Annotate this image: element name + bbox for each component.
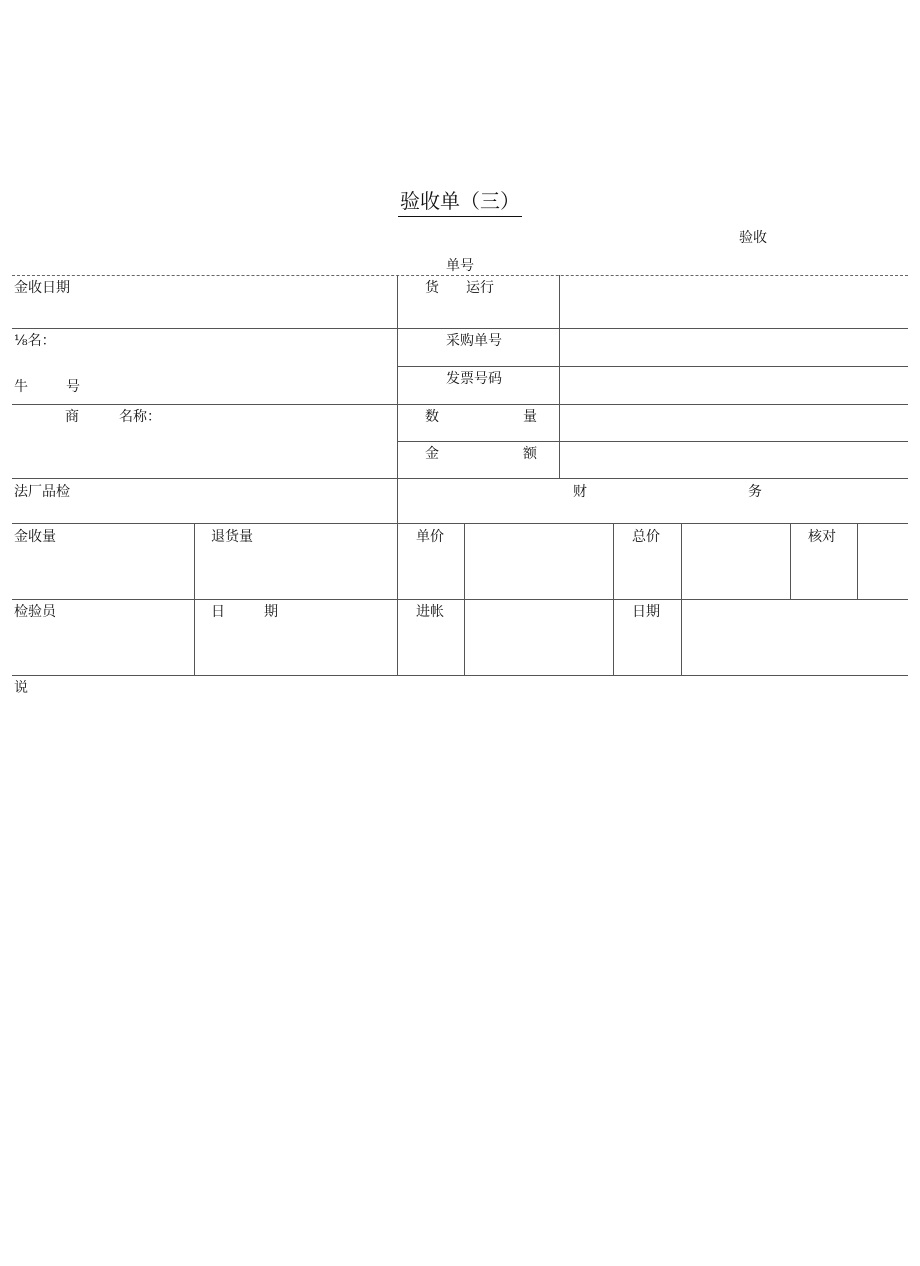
row-divider-3 — [12, 478, 908, 479]
receipt-label: 验收 — [739, 230, 767, 246]
part-no-prefix: 牛 — [14, 379, 28, 395]
received-qty-label: 金收量 — [14, 529, 56, 545]
unit-price-label: 单价 — [416, 529, 444, 545]
finance-label-a: 财 — [573, 484, 587, 500]
col-divider-value — [559, 275, 560, 478]
item-name-label: ⅛名： — [14, 333, 56, 349]
row-divider-5 — [12, 599, 908, 600]
returned-qty-label: 退货量 — [211, 529, 253, 545]
col-divider-main — [397, 275, 398, 675]
quantity-label-b: 量 — [523, 409, 537, 425]
col-divider-f — [857, 523, 858, 599]
posting-label: 进帐 — [416, 604, 444, 620]
row-divider-1b — [397, 366, 908, 367]
date-label-a: 日 — [211, 604, 225, 620]
col-divider-b — [464, 523, 465, 675]
page-title — [0, 187, 920, 217]
purchase-order-label: 采购单号 — [446, 333, 502, 349]
row-divider-4 — [12, 523, 908, 524]
shipping-carrier-label: 运行 — [466, 280, 494, 296]
inspector-label: 检验员 — [14, 604, 56, 620]
factory-inspection-label: 法厂品检 — [14, 484, 70, 500]
row-divider-2 — [12, 404, 908, 405]
vendor-name-label: 名称： — [119, 409, 161, 425]
table-bottom-border — [12, 675, 908, 676]
remarks-label: 说 — [14, 680, 28, 696]
amount-label-a: 金 — [425, 446, 439, 462]
vendor-prefix: 商 — [65, 409, 79, 425]
col-divider-c — [613, 523, 614, 675]
receipt-date-label: 金收日期 — [14, 280, 70, 296]
invoice-no-label: 发票号码 — [446, 371, 502, 387]
verify-label: 核对 — [808, 529, 836, 545]
part-no-suffix: 号 — [66, 379, 80, 395]
shipping-label: 货 — [425, 280, 439, 296]
total-price-label: 总价 — [632, 529, 660, 545]
posting-date-label: 日期 — [632, 604, 660, 620]
col-divider-a — [194, 523, 195, 675]
finance-label-b: 务 — [748, 484, 762, 500]
col-divider-d — [681, 523, 682, 675]
receipt-number-label: 单号 — [446, 258, 474, 274]
quantity-label-a: 数 — [425, 409, 439, 425]
row-divider-1 — [12, 328, 908, 329]
date-label-b: 期 — [264, 604, 278, 620]
amount-label-b: 额 — [523, 446, 537, 462]
col-divider-e — [790, 523, 791, 599]
page-title-text: 验收单（三） — [398, 187, 522, 217]
row-divider-2b — [397, 441, 908, 442]
table-top-border — [12, 275, 908, 276]
